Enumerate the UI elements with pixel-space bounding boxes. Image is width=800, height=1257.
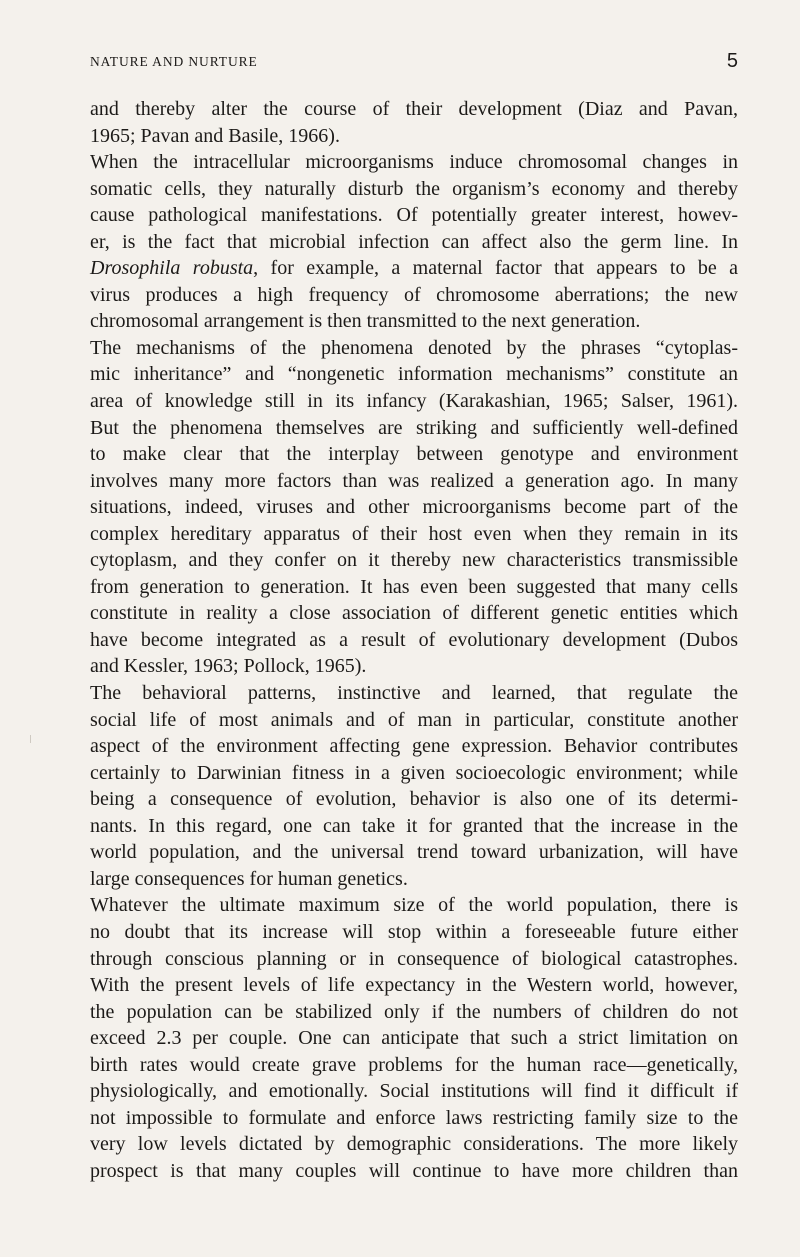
text-line: But the phenomena themselves are striking and sufficiently well-defined <box>90 416 738 439</box>
text-line: birth rates would create grave problems for the human race—genetically, <box>90 1053 738 1076</box>
text-line: world population, and the universal trend toward urbanization, will have <box>90 841 738 864</box>
body-text <box>90 96 738 1184</box>
text-line: 1965; Pavan and Basile, 1966). <box>90 124 340 147</box>
running-title: NATURE AND NURTURE <box>90 54 258 69</box>
text-line: With the present levels of life expectancy in the Western world, however, <box>90 974 738 997</box>
text-line: complex hereditary apparatus of their host even when they remain in its <box>90 522 738 545</box>
text-line: cytoplasm, and they confer on it thereby new characteristics transmissible <box>90 549 738 572</box>
text-line: the population can be stabilized only if the numbers of children do not <box>90 1000 738 1023</box>
text-line: The behavioral patterns, instinctive and learned, that regulate the <box>90 682 738 705</box>
text-line: not impossible to formulate and enforce laws restricting family size to the <box>90 1106 738 1129</box>
text-line: The mechanisms of the phenomena denoted by the phrases “cytoplas- <box>90 336 738 359</box>
text-line: chromosomal arrangement is then transmitted to the next generation. <box>90 310 641 333</box>
text-line: aspect of the environment affecting gene expression. Behavior contributes <box>90 735 738 758</box>
text-line: very low levels dictated by demographic considerations. The more likely <box>90 1133 738 1156</box>
text-line: no doubt that its increase will stop within a foreseeable future either <box>90 920 738 943</box>
text-line: exceed 2.3 per couple. One can anticipate that such a strict limitation on <box>90 1027 738 1050</box>
text-line-with-italic <box>90 255 738 282</box>
paragraph-4 <box>90 680 738 892</box>
text-line: involves many more factors than was realized a generation ago. In many <box>90 469 738 492</box>
text-line: being a consequence of evolution, behavior is also one of its determi- <box>90 788 738 811</box>
text-line: virus produces a high frequency of chromosome aberrations; the new <box>90 283 738 306</box>
text-line: prospect is that many couples will continue to have more children than <box>90 1159 738 1182</box>
text-line: er, is the fact that microbial infection can affect also the germ line. In <box>90 230 738 253</box>
text-line: from generation to generation. It has even been suggested that many cells <box>90 575 738 598</box>
text-line: certainly to Darwinian fitness in a given socioecologic environment; while <box>90 761 738 784</box>
text-line: Whatever the ultimate maximum size of the world population, there is <box>90 894 738 917</box>
text-line: somatic cells, they naturally disturb the organism’s economy and thereby <box>90 177 738 200</box>
text-line: and thereby alter the course of their development (Diaz and Pavan, <box>90 98 738 120</box>
text-line: and Kessler, 1963; Pollock, 1965). <box>90 655 367 678</box>
paragraph-1 <box>90 96 738 149</box>
text-line: social life of most animals and of man in particular, constitute another <box>90 708 738 731</box>
text-line: area of knowledge still in its infancy (Karakashian, 1965; Salser, 1961). <box>90 390 738 413</box>
text-line-remainder: , for example, a maternal factor that appears to be a <box>253 257 738 280</box>
text-line: through conscious planning or in consequence of biological catastrophes. <box>90 947 738 970</box>
text-line: cause pathological manifestations. Of potentially greater interest, howev- <box>90 204 738 227</box>
margin-mark <box>30 735 31 743</box>
text-line: large consequences for human genetics. <box>90 867 408 890</box>
paragraph-2 <box>90 149 738 335</box>
text-line: situations, indeed, viruses and other microorganisms become part of the <box>90 496 738 519</box>
text-line: When the intracellular microorganisms induce chromosomal changes in <box>90 151 738 174</box>
text-line: have become integrated as a result of evolutionary development (Dubos <box>90 628 738 651</box>
text-line: nants. In this regard, one can take it for granted that the increase in the <box>90 814 738 837</box>
text-line: physiologically, and emotionally. Social institutions will find it difficult if <box>90 1080 738 1103</box>
paragraph-3 <box>90 335 738 680</box>
paragraph-5 <box>90 892 738 1184</box>
text-line: mic inheritance” and “nongenetic information mechanisms” constitute an <box>90 363 738 386</box>
text-line: to make clear that the interplay between genotype and environment <box>90 443 738 466</box>
running-head <box>90 50 738 74</box>
page-number: 5 <box>726 50 738 72</box>
species-name-italic: Drosophila robusta <box>90 257 254 280</box>
text-line: constitute in reality a close association of different genetic entities which <box>90 602 738 625</box>
